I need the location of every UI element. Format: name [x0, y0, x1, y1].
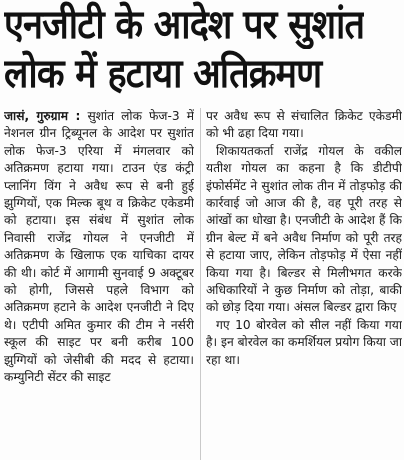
article-paragraph: गए 10 बोरवेल को सील नहीं किया गया है। इन बोरवेल का कमर्शियल प्रयोग किया जा रहा था। — [206, 317, 402, 367]
article-paragraph: शिकायतकर्ता राजेंद्र गोयल के वकील यतीश गोयल का कहना है कि डीटीपी इंफोर्समेंट ने सुशांत लोक तीन में तोड़फोड़ की कार्रवाई जो आज की है, वह पूरी तरह से आंखों का धोखा है। एनजीटी के आदेश हैं कि ग्रीन बेल्ट में बने अवैध निर्माण को पूरी तरह से हटाया जाए, लेकिन तोड़फोड़ में ऐसा नहीं किया गया है। बिल्डर से मिलीभगत करके अधिकारियों ने कुछ निर्माण को तोड़ा, बाकी को छोड़ दिया गया। अंसल बिल्डर द्वारा किए — [206, 143, 402, 315]
headline-line-2: लोक में हटाया अतिक्रमण — [4, 51, 322, 97]
article-column-left — [4, 108, 194, 460]
article-column-right — [206, 108, 402, 460]
paragraph-text: सुशांत लोक फेज-3 में नेशनल ग्रीन ट्रिब्यूनल के आदेश पर सुशांत लोक फेज-3 एरिया में मंगलवार को अतिक्रमण हटाया गया। टाउन एंड कंट्री प्लानिंग विंग ने अवैध रूप से बनी हुई झुग्गियों, एक मिल्क बूथ व क्रिकेट एकेडमी को हटाया। इस संबंध में सुशांत लोक निवासी राजेंद्र गोयल ने एनजीटी में अतिक्रमण के खिलाफ एक याचिका दायर की थी। कोर्ट में आगामी सुनवाई 9 अक्टूबर को होगी, जिससे पहले विभाग को अतिक्रमण हटाने के आदेश एनजीटी ने दिए थे। एटीपी अमित कुमार की टीम ने नर्सरी स्कूल की साइट पर बनी करीब 100 झुग्गियों को जेसीबी की मदद से हटाया। कम्युनिटी सेंटर की साइट — [4, 109, 194, 385]
dateline: जासं, गुरुग्राम : — [4, 109, 81, 123]
headline-line-1: एनजीटी के आदेश पर सुशांत — [4, 2, 364, 48]
headline — [4, 0, 364, 98]
column-divider — [200, 108, 201, 460]
article-body — [4, 108, 402, 460]
article-paragraph: पर अवैध रूप से संचालित क्रिकेट एकेडमी को भी ढहा दिया गया। — [206, 109, 402, 141]
article-paragraph — [4, 108, 194, 387]
